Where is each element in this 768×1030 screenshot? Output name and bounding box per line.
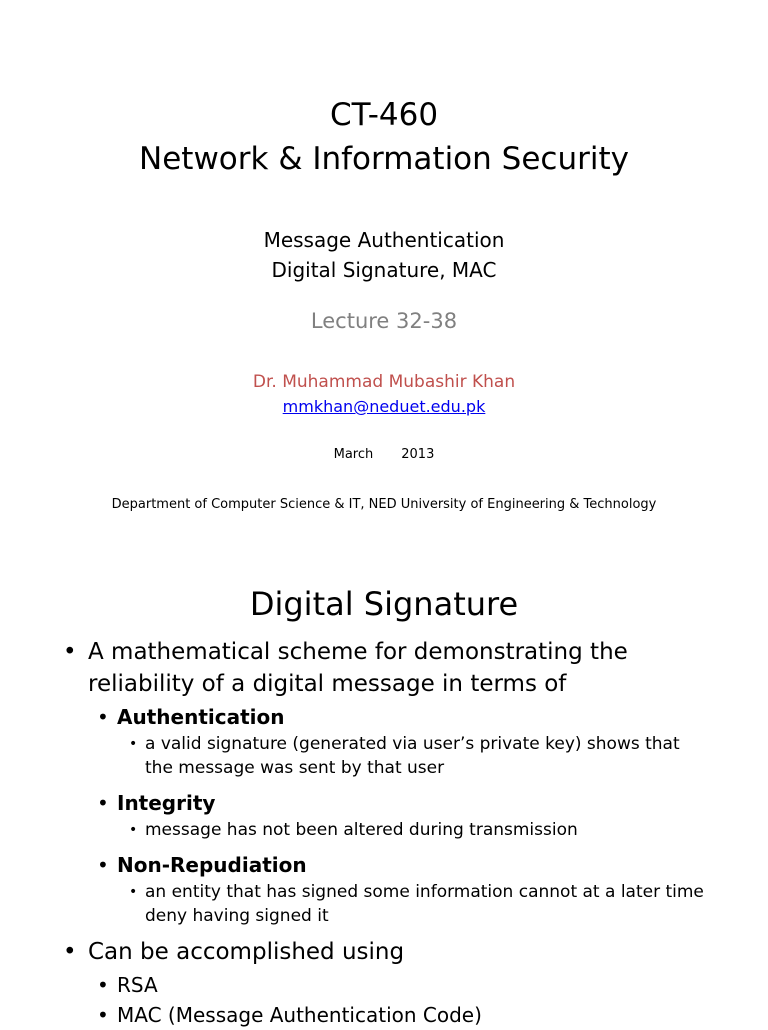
sub-bullet-mac: • MAC (Message Authentication Code) [0, 1000, 768, 1030]
sub-sub-bullet-authentication-desc: • a valid signature (generated via user’s private key) shows that the message was sent by that user [0, 732, 768, 780]
author-name: Dr. Muhammad Mubashir Khan [252, 372, 516, 392]
department: Department of Computer Science & IT, NED University of Engineering & Technology [111, 497, 657, 512]
sub-bullet-authentication: • Authentication [0, 702, 768, 732]
course-code: CT-460 [329, 97, 439, 133]
slide-title: Digital Signature [249, 585, 519, 623]
date-month: March [333, 447, 374, 462]
date-year: 2013 [401, 447, 435, 462]
topic-line-1: Message Authentication [263, 228, 505, 252]
email-container [0, 396, 768, 418]
sub-sub-bullet-integrity-desc: • message has not been altered during transmission [0, 818, 768, 842]
sub-bullet-non-repudiation: • Non-Repudiation [0, 850, 768, 880]
email-link[interactable]: mmkhan@neduet.edu.pk [282, 397, 486, 416]
date [0, 446, 768, 464]
topic-line-2: Digital Signature, MAC [271, 258, 497, 282]
course-title: Network & Information Security [139, 141, 629, 177]
sub-sub-bullet-non-repudiation-desc: • an entity that has signed some information cannot at a later time deny having signed it [0, 880, 768, 928]
sub-bullet-rsa: • RSA [0, 970, 768, 1000]
bullet-definition: • A mathematical scheme for demonstrating the reliability of a digital message in terms of [0, 636, 768, 700]
bullet-list [0, 636, 768, 1030]
sub-bullet-integrity: • Integrity [0, 788, 768, 818]
bullet-methods: • Can be accomplished using [0, 936, 768, 968]
lecture-number: Lecture 32-38 [310, 309, 458, 333]
